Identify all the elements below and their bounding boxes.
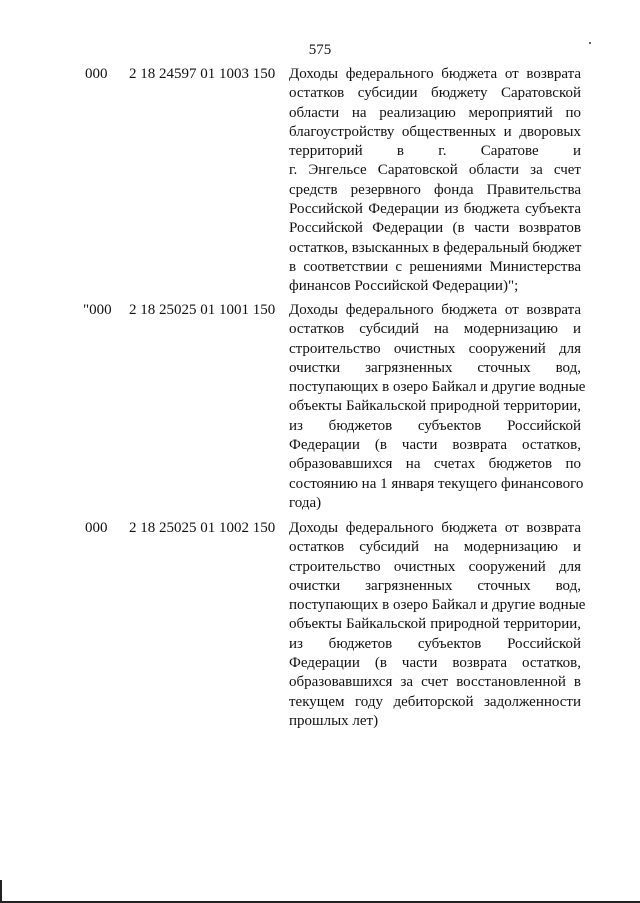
- description-line: поступающих в озеро Байкал и другие водные: [289, 379, 586, 396]
- description-line: из бюджетов субъектов Российской: [289, 417, 581, 434]
- entry-description: [289, 65, 581, 297]
- description-line: образовавшихся за счет восстановленной в: [289, 674, 581, 691]
- description-line: Доходы федерального бюджета от возврата: [289, 66, 581, 82]
- description-line: Федерации (в части возврата остатков,: [289, 655, 581, 672]
- description-line: территорий в г. Саратове и: [289, 143, 581, 160]
- description-line: Российской Федерации (в части возвратов: [289, 220, 581, 237]
- description-line: средств резервного фонда Правительства: [289, 181, 581, 198]
- entry-description: [289, 301, 586, 513]
- description-line: Доходы федерального бюджета от возврата: [289, 520, 581, 536]
- budget-classification-code: 2 18 24597 01 1003 150: [129, 66, 276, 82]
- description-line: объекты Байкальской природной территории,: [289, 398, 581, 415]
- description-line: объекты Байкальской природной территории,: [289, 616, 581, 633]
- description-line: состоянию на 1 января текущего финансового: [289, 475, 584, 492]
- description-line: в соответствии с решениями Министерства: [289, 258, 581, 275]
- description-line: остатков субсидий на модернизацию и: [289, 539, 581, 556]
- description-line: Доходы федерального бюджета от возврата: [289, 302, 581, 318]
- description-line: из бюджетов субъектов Российской: [289, 635, 581, 652]
- budget-classification-code: 2 18 25025 01 1002 150: [129, 520, 276, 536]
- description-line: г. Энгельсе Саратовской области за счет: [289, 162, 581, 179]
- description-line: образовавшихся на счетах бюджетов по: [289, 456, 581, 473]
- admin-code: 000: [85, 66, 108, 82]
- description-line: остатков субсидий на модернизацию и: [289, 321, 581, 338]
- description-line: текущем году дебиторской задолженности: [289, 693, 581, 710]
- description-line: поступающих в озеро Байкал и другие водные: [289, 597, 586, 614]
- admin-code: 000: [85, 520, 108, 536]
- description-line: очистки загрязненных сточных вод,: [289, 577, 581, 594]
- description-line: года): [289, 494, 322, 511]
- page-number: 575: [308, 42, 332, 58]
- description-line: остатков субсидии бюджету Саратовской: [289, 85, 581, 102]
- description-line: остатков, взысканных в федеральный бюджет: [289, 239, 582, 256]
- description-line: очистки загрязненных сточных вод,: [289, 359, 581, 376]
- description-line: области на реализацию мероприятий по: [289, 104, 581, 121]
- entry-description: [289, 519, 586, 731]
- scan-edge-left: [0, 880, 2, 903]
- description-line: благоустройству общественных и дворовых: [289, 123, 581, 140]
- description-line: Российской Федерации из бюджета субъекта: [289, 201, 581, 218]
- admin-code: "000: [83, 302, 112, 318]
- description-line: строительство очистных сооружений для: [289, 340, 581, 357]
- budget-classification-code: 2 18 25025 01 1001 150: [129, 302, 276, 318]
- scan-speck: [589, 42, 591, 44]
- description-line: финансов Российской Федерации)";: [289, 278, 519, 295]
- description-line: Федерации (в части возврата остатков,: [289, 437, 581, 454]
- description-line: строительство очистных сооружений для: [289, 558, 581, 575]
- description-line: прошлых лет): [289, 712, 379, 729]
